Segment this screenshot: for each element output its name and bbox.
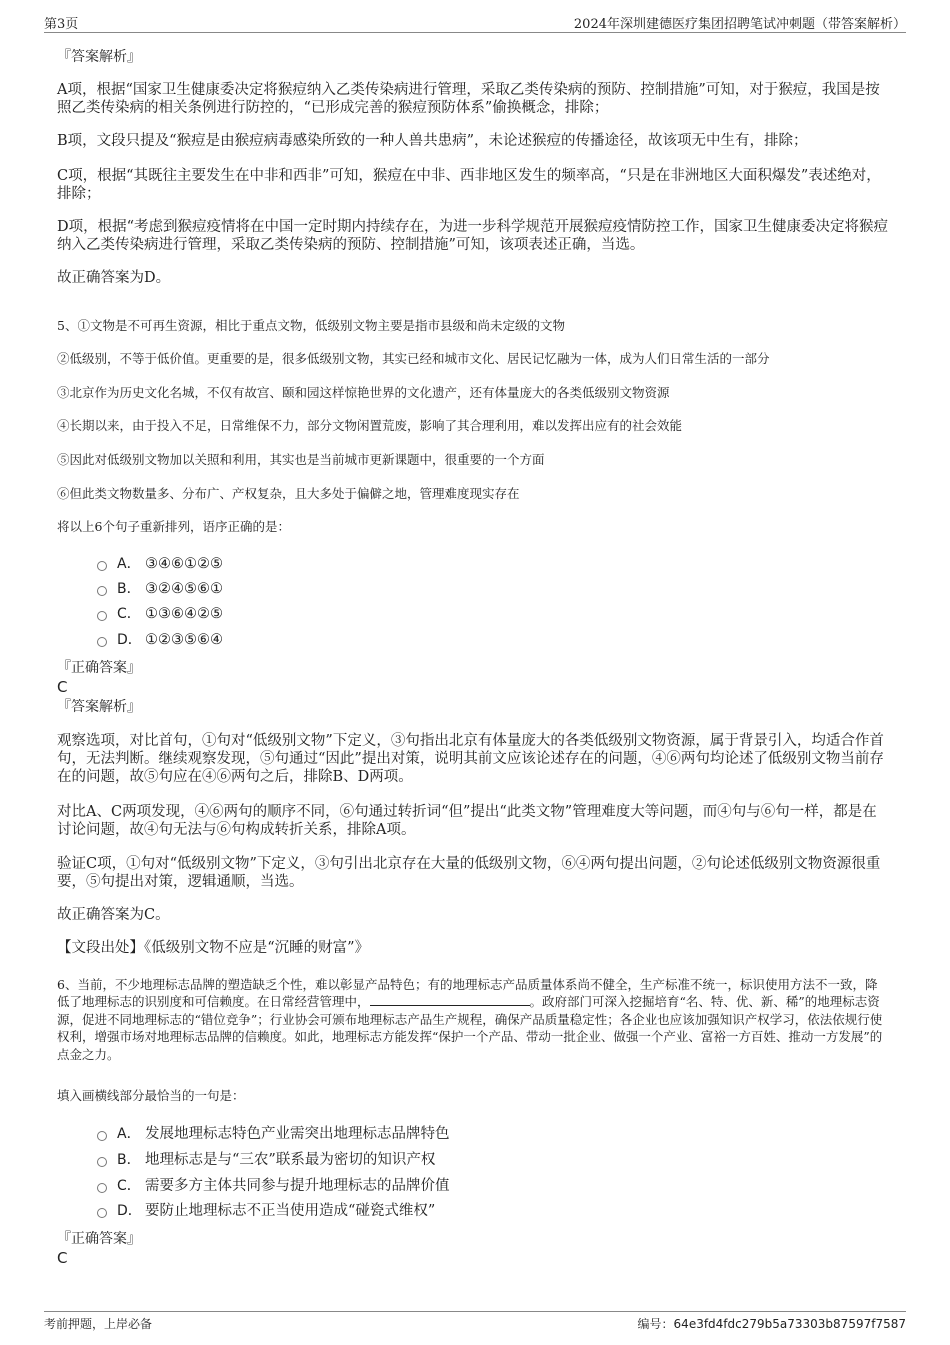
q5-analysis-paragraph: 对比A、C两项发现，④⑥两句的顺序不同，⑥句通过转折词“但”提出“此类文物”管理难度大等问题，而④句与⑥句一样，都是在讨论问题，故④句无法与⑥句构成转折关系，排除A项。 [57,804,877,838]
code-label: 编号： [637,1317,674,1331]
q6-option-c[interactable] [97,1177,450,1195]
radio-circle-icon[interactable] [97,561,107,571]
radio-circle-icon[interactable] [97,637,107,647]
page-number: 第3页 [44,17,79,32]
option-letter: A． [117,556,141,572]
option-text: 需要多方主体共同参与提升地理标志的品牌价值 [145,1178,450,1194]
q4-analysis-paragraph: B项，文段只提及“猴痘是由猴痘病毒感染所致的一种人兽共患病”，未论述猴痘的传播途径，故该项无中生有，排除； [57,133,808,149]
option-text: 要防止地理标志不正当使用造成“碰瓷式维权” [145,1203,436,1219]
q5-correct-answer: C [57,678,68,696]
radio-circle-icon[interactable] [97,1183,107,1193]
footer-slogan: 考前押题，上岸必备 [44,1317,153,1331]
option-letter: C． [117,606,141,622]
q6-option-b[interactable] [97,1151,435,1169]
q6-stem-before: 6、当前，不少地理标志品牌的塑造缺乏个性，难以彰显产品特色；有的地理标志产品质量体系尚不健全，生产标准不统一，标识使用方法不一致，降低了地理标志的识别度和可信赖度。在日常经营管理中， [57,977,878,1010]
option-text: 发展地理标志特色产业需突出地理标志品牌特色 [145,1126,450,1142]
q5-sentence: 5、①文物是不可再生资源，相比于重点文物，低级别文物主要是指市县级和尚未定级的文物 [57,318,565,333]
q6-option-d[interactable] [97,1202,435,1220]
q6-stem [57,976,889,1063]
q5-source: 【文段出处】《低级别文物不应是“沉睡的财富”》 [57,940,370,956]
q5-analysis-paragraph: 验证C项，①句对“低级别文物”下定义，③句引出北京存在大量的低级别文物，⑥④两句提出问题，②句论述低级别文物资源很重要，⑤句提出对策，逻辑通顺，当选。 [57,856,881,890]
q6-correct-answer: C [57,1249,68,1267]
q5-sentence: ⑤因此对低级别文物加以关照和利用，其实也是当前城市更新课题中，很重要的一个方面 [57,452,545,467]
q5-option-a[interactable] [97,555,223,573]
q5-sentence: ③北京作为历史文化名城，不仅有故宫、颐和园这样惊艳世界的文化遗产，还有体量庞大的各类低级别文物资源 [57,385,670,400]
fill-in-blank [370,993,530,1006]
radio-circle-icon[interactable] [97,1157,107,1167]
q6-prompt: 填入画横线部分最恰当的一句是： [57,1088,245,1103]
q4-conclusion: 故正确答案为D。 [57,270,171,286]
option-text: ①③⑥④②⑤ [145,606,223,622]
option-letter: A． [117,1126,141,1142]
option-letter: B． [117,1152,141,1168]
document-title: 2024年深圳建德医疗集团招聘笔试冲刺题（带答案解析） [573,17,906,32]
option-text: ③④⑥①②⑤ [145,556,223,572]
option-letter: D． [117,632,142,648]
q5-analysis-paragraph: 观察选项，对比首句，①句对“低级别文物”下定义，③句指出北京有体量庞大的各类低级别文物资源，属于背景引入，均适合作首句，无法判断。继续观察发现，⑤句通过“因此”提出对策，说明其前文应该论述存在的问题，④⑥两句均论述了低级别文物当前存在的问题，故⑤句应在④⑥两句之后，排除B、D两项。 [57,733,884,785]
option-text: ③②④⑤⑥① [145,581,223,597]
radio-circle-icon[interactable] [97,1208,107,1218]
option-letter: B． [117,581,141,597]
code-value: 64e3fd4fdc279b5a73303b87597f7587 [673,1317,906,1331]
q6-correct-label: 『正确答案』 [57,1231,141,1247]
q4-analysis-paragraph: D项，根据“考虑到猴痘疫情将在中国一定时期内持续存在，为进一步科学规范开展猴痘疫情防控工作，国家卫生健康委决定将猴痘纳入乙类传染病进行管理，采取乙类传染病的预防、控制措施”可知，该项表述正确，当选。 [57,219,889,253]
radio-circle-icon[interactable] [97,1131,107,1141]
q6-option-a[interactable] [97,1125,450,1143]
option-letter: C． [117,1178,141,1194]
radio-circle-icon[interactable] [97,611,107,621]
radio-circle-icon[interactable] [97,586,107,596]
q5-conclusion: 故正确答案为C。 [57,907,170,923]
option-text: 地理标志是与“三农”联系最为密切的知识产权 [145,1152,436,1168]
q5-prompt: 将以上6个句子重新排列，语序正确的是： [57,519,290,534]
q5-sentence: ④长期以来，由于投入不足，日常维保不力，部分文物闲置荒废，影响了其合理利用，难以发挥出应有的社会效能 [57,418,683,433]
header-divider [44,32,906,33]
option-text: ①②③⑤⑥④ [145,632,223,648]
q5-correct-label: 『正确答案』 [57,660,141,676]
q4-analysis-paragraph: C项，根据“其既往主要发生在中非和西非”可知，猴痘在中非、西非地区发生的频率高，“只是在非洲地区大面积爆发”表述绝对，排除； [57,168,881,202]
q5-analysis-label: 『答案解析』 [57,699,141,715]
document-code [638,1315,906,1332]
q5-sentence: ②低级别，不等于低价值。更重要的是，很多低级别文物，其实已经和城市文化、居民记忆融为一体，成为人们日常生活的一部分 [57,351,770,366]
option-letter: D． [117,1203,142,1219]
q6-stem-after: 。政府部门可深入挖掘培育“名、特、优、新、稀”的地理标志资源，促进不同地理标志的“错位竞争”；行业协会可颁布地理标志产品生产规程，确保产品质量稳定性；各企业也应该加强知识产权学习，依法依规行使权利，增强市场对地理标志品牌的信赖度。如此，地理标志方能发挥“保护一个产品、带动一批企业、做强一个产业、富裕一方百姓、推动一方发展”的点金之力。 [57,994,883,1062]
q5-option-b[interactable] [97,580,223,598]
q5-sentence: ⑥但此类文物数量多、分布广、产权复杂，且大多处于偏僻之地，管理难度现实存在 [57,486,520,501]
q4-analysis-label: 『答案解析』 [57,49,141,65]
q5-option-c[interactable] [97,605,223,623]
q4-analysis-paragraph: A项，根据“国家卫生健康委决定将猴痘纳入乙类传染病进行管理，采取乙类传染病的预防、控制措施”可知，对于猴痘，我国是按照乙类传染病的相关条例进行防控的，“已形成完善的猴痘预防体系”偷换概念，排除； [57,82,880,116]
q5-option-d[interactable] [97,631,223,649]
footer-divider [44,1311,906,1312]
